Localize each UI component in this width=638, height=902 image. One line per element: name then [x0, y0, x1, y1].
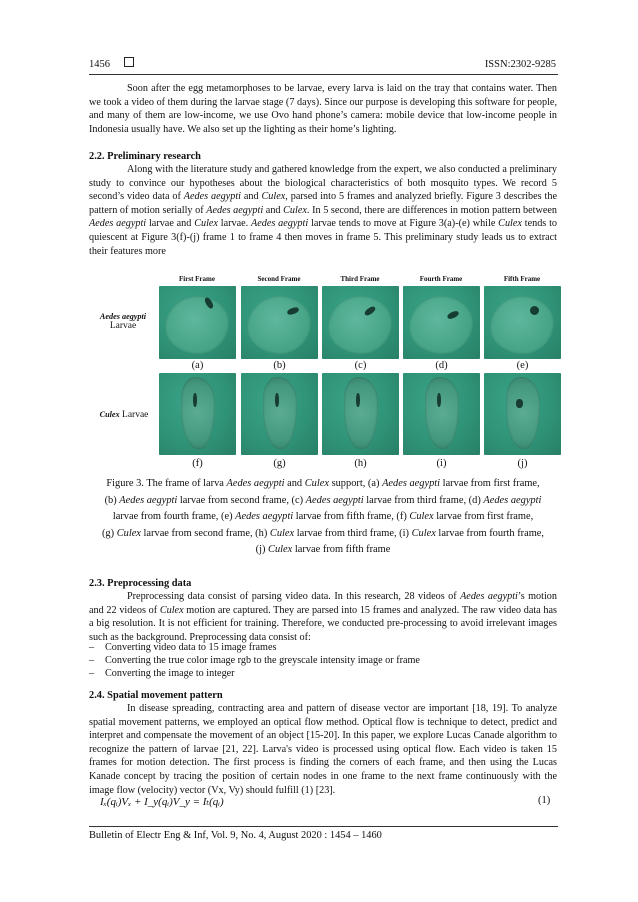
- figure-caption: [89, 476, 557, 559]
- frame-c: [322, 286, 399, 359]
- caption-line: (b) Aedes aegypti larvae from second frame, (c) Aedes aegypti larvae from third frame, (d) Aedes aegypti: [104, 494, 542, 506]
- frame-g: [241, 373, 318, 455]
- caption-line: (g) Culex larvae from second frame, (h) Culex larvae from third frame, (i) Culex larvae from fourth frame,: [101, 527, 545, 539]
- frame-b: [241, 286, 318, 359]
- section-heading-2-2: 2.2. Preliminary research: [89, 151, 201, 162]
- section-2-3-paragraph: Preprocessing data consist of parsing video data. In this research, 28 videos of Aedes aegypti’s motion and 22 videos of Culex motion are captured. They are parsed into 15 frames and analyzed. The raw video data has a big resolution. It is not efficient for training. Therefore, we conducted pre-processing to avoid irrelevant images such as the background. Preprocessing data consist of:: [89, 591, 557, 643]
- footer-citation: Bulletin of Electr Eng & Inf, Vol. 9, No. 4, August 2020 : 1454 – 1460: [89, 830, 382, 841]
- larva-mark: [516, 399, 523, 408]
- label-g: (g): [273, 458, 286, 469]
- label-f: (f): [192, 458, 203, 469]
- caption-line: Figure 3. The frame of larva Aedes aegypti and Culex support, (a) Aedes aegypti larvae from first frame,: [106, 478, 540, 489]
- frame-f: [159, 373, 236, 455]
- label-a: (a): [191, 360, 204, 371]
- frame-e: [484, 286, 561, 359]
- section-2-2-paragraph: Along with the literature study and gathered knowledge from the expert, we also conducted a preliminary study to convince our hypotheses about the biological characteristics of both mosquito types. We record 5 second’s video data of Aedes aegypti and Culex, parsed into 5 frames and analyzed briefly. Figure 3 describes the pattern of motion serially of Aedes aegypti and Culex. In 5 second, there are differences in motion pattern between Aedes aegypti larvae and Culex larvae. Aedes aegypti larvae tends to move at Figure 3(a)-(e) while Culex tends to quiescent at Figure 3(f)-(j) frame 1 to frame 4 then moves in frame 5. This preliminary study leads us to extract their features more: [89, 164, 558, 257]
- frame-a: [159, 286, 236, 359]
- label-c: (c): [354, 360, 367, 371]
- label-d: (d): [435, 360, 448, 371]
- frame-h: [322, 373, 399, 455]
- col-header-second: Second Frame: [257, 275, 301, 283]
- caption-line: larvae from fourth frame, (e) Aedes aegypti larvae from fifth frame, (f) Culex larvae from first frame,: [112, 511, 534, 523]
- header-rule: [89, 74, 558, 75]
- frame-i: [403, 373, 480, 455]
- larva-mark: [530, 306, 539, 315]
- section-heading-2-3: 2.3. Preprocessing data: [89, 578, 192, 589]
- equation-number: (1): [538, 795, 551, 806]
- frame-j: [484, 373, 561, 455]
- caption-line: (j) Culex larvae from fifth frame: [255, 544, 391, 556]
- page-number: 1456: [89, 59, 110, 70]
- row-label-culex: Culex Larvae: [99, 410, 149, 420]
- col-header-fifth: Fifth Frame: [503, 275, 541, 283]
- label-e: (e): [516, 360, 529, 371]
- label-i: (i): [436, 458, 447, 469]
- larva-mark: [437, 393, 441, 407]
- row-label-aedes: Aedes aegypti Larvae: [99, 312, 147, 331]
- footer-rule: [89, 826, 558, 827]
- bullet-item: – Converting the image to integer: [89, 668, 235, 679]
- col-header-first: First Frame: [179, 275, 215, 283]
- col-header-third: Third Frame: [340, 275, 380, 283]
- col-header-fourth: Fourth Frame: [419, 275, 463, 283]
- intro-paragraph: Soon after the egg metamorphoses to be larvae, every larva is laid on the tray that contains water. Then we took a video of them during the larvae stage (7 days). Since our purpose is developing this software for people, and many of them are low-income, we use Ovo hand phone’s camera: mobile device that low-income people in Indonesia usually have. We also set up the lighting as their home’s lighting.: [89, 83, 557, 135]
- larva-mark: [275, 393, 279, 407]
- bullet-item: – Converting video data to 15 image frames: [89, 642, 277, 653]
- larva-mark: [356, 393, 360, 407]
- equation: Iₓ(qᵢ)Vₓ + I_y(qᵢ)V_y = Iₜ(qᵢ): [100, 796, 224, 808]
- frame-d: [403, 286, 480, 359]
- square-icon: [124, 57, 134, 67]
- label-b: (b): [273, 360, 286, 371]
- section-heading-2-4: 2.4. Spatial movement pattern: [89, 690, 223, 701]
- bullet-item: – Converting the true color image rgb to the greyscale intensity image or frame: [89, 655, 420, 666]
- issn: ISSN:2302-9285: [484, 59, 556, 70]
- section-2-4-paragraph: In disease spreading, contracting area and pattern of disease vector are important [18, 19]. To analyze spatial movement patterns, we employed an optical flow method. Optical flow is technique to detect, predict and interpret and compensate the movement of an object [15-20]. In this paper, we explore Lucas Canade algorithm to recognize the pattern of larvae [21, 22]. Larva's video is processed using optical flow. Each video is taken 15 frames for motion detection. The first process is finding the corners of each frame, and then using the Lucas Kanade concept by tracing the position of certain nodes in one frame to the next frame continuously with the image flow (velocity) vector (Vx, Vy) should fulfill (1) [23].: [89, 703, 557, 796]
- label-h: (h): [354, 458, 367, 469]
- label-j: (j): [517, 458, 528, 469]
- larva-mark: [193, 393, 197, 407]
